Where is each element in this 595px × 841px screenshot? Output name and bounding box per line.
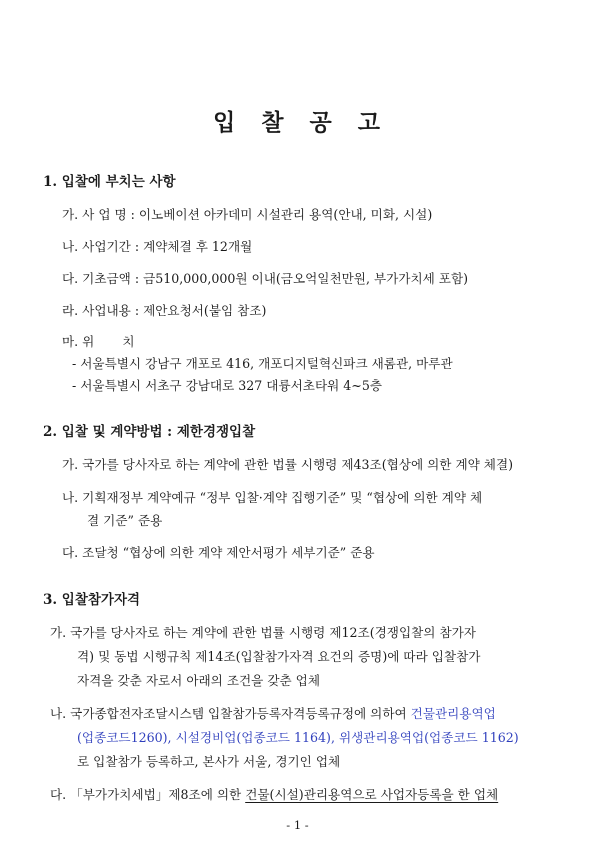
industry-building-mgmt: 건물관리용역업 <box>410 706 496 721</box>
s3-item-da <box>50 784 498 803</box>
s3-da-text: 다. 「부가가치세법」제8조에 의한 <box>50 787 246 802</box>
title-char: 찰 <box>261 109 286 136</box>
section-2-heading: 2. 입찰 및 계약방법 : 제한경쟁입찰 <box>43 424 256 440</box>
s3-item-na-line3: 로 입찰참가 등록하고, 본사가 서울, 경기인 업체 <box>77 754 341 769</box>
s3-item-ga-line1: 가. 국가를 당사자로 하는 계약에 관한 법률 시행령 제12조(경쟁입찰의 참가자 <box>50 625 476 640</box>
s3-item-ga-line2: 격) 및 동법 시행규칙 제14조(입찰참가자격 요건의 증명)에 따라 입찰참가 <box>77 649 481 664</box>
industry-sanitation: 위생관리용역업(업종코드 1162) <box>338 730 519 745</box>
title-char: 입 <box>213 109 238 136</box>
s2-item-na-line1: 나. 기획재정부 계약예규 “정부 입찰·계약 집행기준” 및 “협상에 의한 계약 체 <box>62 490 483 505</box>
s3-na-text: 나. 국가종합전자조달시스템 입찰참가등록자격등록규정에 의하여 <box>50 706 411 721</box>
s1-item-ra: 라. 사업내용 : 제안요청서(붙임 참조) <box>62 303 267 318</box>
s3-item-ga-line3: 자격을 갖춘 자로서 아래의 조건을 갖춘 업체 <box>77 673 320 688</box>
s1-location-2: - 서울특별시 서초구 강남대로 327 대륭서초타워 4~5층 <box>72 378 383 393</box>
s1-item-ga: 가. 사 업 명 : 이노베이션 아카데미 시설관리 용역(안내, 미화, 시설) <box>62 207 433 222</box>
section-3-heading: 3. 입찰참가자격 <box>43 592 141 608</box>
s1-item-da: 다. 기초금액 : 금510,000,000원 이내(금오억일천만원, 부가가치세 포함) <box>62 271 469 286</box>
page-number: - 1 - <box>286 818 309 832</box>
title-char: 고 <box>357 109 382 136</box>
s1-item-ma: 마. 위 치 <box>62 334 135 349</box>
separator: , <box>167 730 176 745</box>
s1-item-na: 나. 사업기간 : 계약체결 후 12개월 <box>62 239 253 254</box>
s3-item-na-line2 <box>77 727 519 746</box>
industry-code-1260: (업종코드1260) <box>77 730 168 745</box>
page-title <box>0 104 595 137</box>
s3-da-underlined: 건물(시설)관리용역으로 사업자등록을 한 업체 <box>245 787 499 802</box>
s2-item-ga: 가. 국가를 당사자로 하는 계약에 관한 법률 시행령 제43조(협상에 의한 계약 체결) <box>62 457 514 472</box>
title-char: 공 <box>309 109 334 136</box>
section-1-heading: 1. 입찰에 부치는 사항 <box>43 174 176 190</box>
separator: , <box>330 730 339 745</box>
industry-security: 시설경비업(업종코드 1164) <box>175 730 331 745</box>
s3-item-na-line1 <box>50 703 496 722</box>
s1-location-1: - 서울특별시 강남구 개포로 416, 개포디지털혁신파크 새롬관, 마루관 <box>72 356 453 371</box>
s2-item-da: 다. 조달청 “협상에 의한 계약 제안서평가 세부기준” 준용 <box>62 545 375 560</box>
s2-item-na-line2: 결 기준” 준용 <box>87 513 163 528</box>
